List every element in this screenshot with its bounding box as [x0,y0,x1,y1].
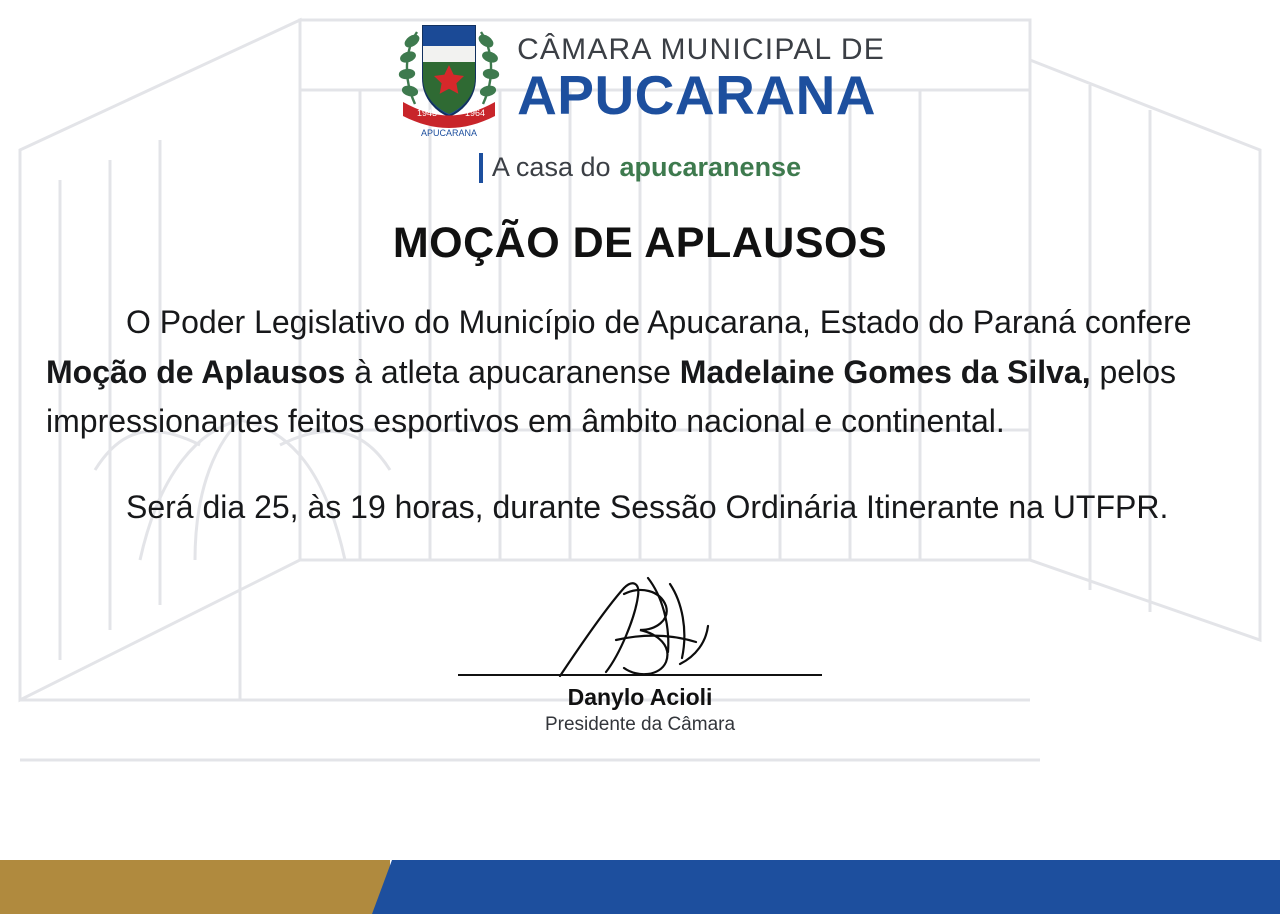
signature-rule [458,674,822,676]
svg-text:APUCARANA: APUCARANA [421,128,478,138]
tagline [479,152,801,183]
signatory-role: Presidente da Câmara [544,714,736,736]
coat-of-arms-icon [395,16,503,142]
footer-bar-blue [372,860,1280,914]
document-body [46,298,1234,532]
tagline-highlight: apucaranense [619,152,802,182]
org-line-2: APUCARANA [517,64,877,126]
body-text-run: pelos impressionantes feitos esportivos em âmbito nacional e continental. [46,353,1176,440]
tagline-prefix: A casa do [491,152,611,182]
logo-wordmark [517,33,885,126]
body-text-emphasis: Moção de Aplausos [46,353,346,390]
page-title: MOÇÃO DE APLAUSOS [392,219,888,267]
body-paragraph [46,298,1234,447]
svg-text:1964: 1964 [465,108,486,118]
signature-block [0,568,1280,736]
body-paragraph [46,483,1234,533]
svg-text:1943: 1943 [417,108,438,118]
body-text-emphasis: Madelaine Gomes da Silva, [679,353,1091,390]
body-text-run: Será dia 25, às 19 horas, durante Sessão Ordinária Itinerante na UTFPR. [126,488,1169,525]
footer-bars [0,860,1280,914]
handwritten-signature-icon [520,568,760,688]
tagline-accent-bar [479,153,483,183]
org-line-1: CÂMARA MUNICIPAL DE [517,33,885,66]
logo-row [395,16,885,142]
footer-bar-gold [0,860,390,914]
body-text-run: O Poder Legislativo do Município de Apucarana, Estado do Paraná confere [126,304,1192,340]
document-header [0,0,1280,183]
signatory-name: Danylo Acioli [567,684,713,711]
body-text-run: à atleta apucaranense [345,353,680,390]
